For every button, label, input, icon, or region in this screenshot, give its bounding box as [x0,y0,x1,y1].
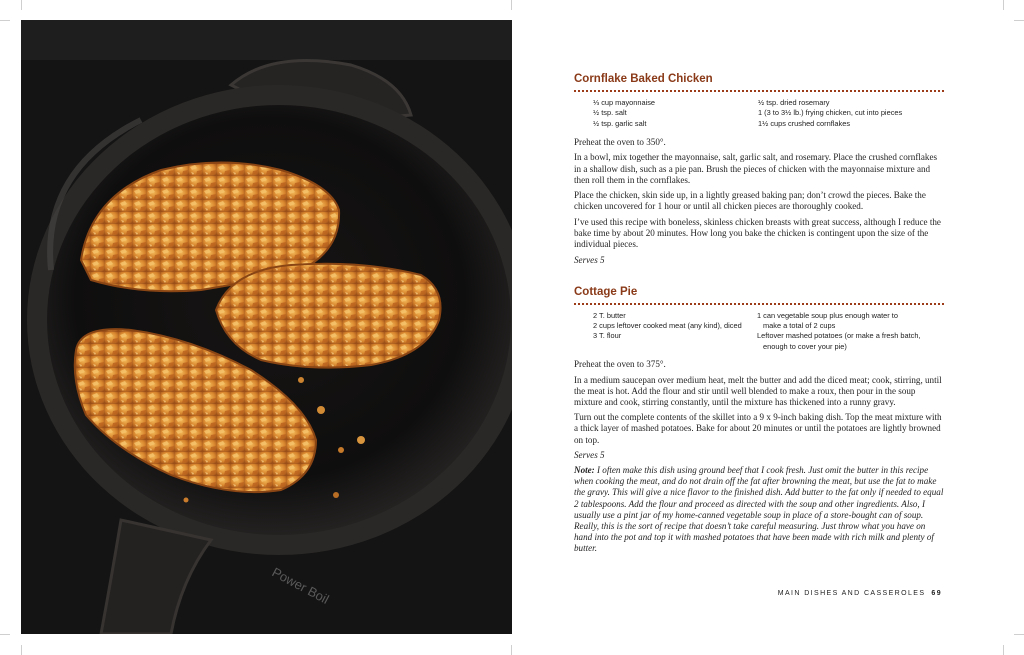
crop-mark [0,20,10,21]
ingredient-column-right [758,98,943,129]
instruction-paragraph: In a medium saucepan over medium heat, melt the butter and add the diced meat; cook, stirring, until the meat is hot. Add the flour and stir until well blended to make a roux, then pour in the soup mixture and cook, stirring constantly, until the mixture has thickened into a runny gravy. [574,374,942,407]
ingredient-column-left [574,311,757,352]
ingredient-list [574,98,944,129]
ingredient-item: 3 T. flour [593,331,622,341]
note-text: I often make this dish using ground beef that I cook fresh. Just omit the butter in this recipe when cooking the meat, and do not drain off the fat after browning the meat, but use the fat to make the gravy. This will give a nice flavor to the finished dish. Add butter to the fat only if needed to equal 2 tablespoons. Add the flour and proceed as directed with the soup and other ingredients. Also, I usually use a pint jar of my home-canned vegetable soup in place of a store-bought can of soup. Really, this is the sort of recipe that doesn’t take careful measuring. Just throw what you have on hand into the pot and top it with mashed potatoes that have been made with rich milk and plenty of butter. [574,465,944,553]
ingredient-item: make a total of 2 cups [763,321,836,331]
crop-mark [1014,20,1024,21]
ingredient-item: 1½ cups crushed cornflakes [758,118,851,128]
ingredient-column-right [757,311,942,352]
instruction-paragraph: Place the chicken, skin side up, in a lightly greased baking pan; don’t crowd the pieces. Bake the chicken uncovered for 1 hour or until all chicken pieces are thoroughly cooked. [574,190,926,212]
servings: Serves 5 [574,450,605,461]
recipe-title: Cornflake Baked Chicken [574,73,713,85]
ingredient-item: 1 (3 to 3½ lb.) frying chicken, cut into pieces [758,108,903,118]
instruction-paragraph: In a bowl, mix together the mayonnaise, salt, garlic salt, and rosemary. Place the crushed cornflakes in a shallow dish, such as a pie pan. Brush the pieces of chicken with the mayonnaise mixture and then roll them in the cornflakes. [574,152,938,185]
section-name: MAIN DISHES AND CASSEROLES [777,590,926,597]
recipe-title: Cottage Pie [574,285,638,298]
burner-label: Power Boil [269,564,332,607]
instruction-paragraph: Preheat the oven to 350°. [574,136,666,147]
instruction-paragraph: Preheat the oven to 375°. [574,359,666,370]
title-divider [574,90,944,92]
crop-mark [21,0,22,10]
ingredient-list [574,311,944,352]
crop-mark [21,645,22,655]
recipe-note [574,465,944,554]
crop-mark [1003,0,1004,10]
ingredient-item: ½ tsp. salt [593,108,627,118]
instruction-paragraph: Turn out the complete contents of the skillet into a 9 x 9-inch baking dish. Top the meat mixture with a thick layer of mashed potatoes. Bake for about 20 minutes or until the potatoes are lightly browned on top. [574,412,942,445]
skillet-illustration [21,20,512,634]
page-footer [778,590,942,597]
crop-mark [1003,645,1004,655]
ingredient-item: ½ tsp. garlic salt [593,118,647,128]
ingredient-item: enough to cover your pie) [763,341,847,351]
ingredient-column-left [574,98,758,129]
crop-mark [1014,634,1024,635]
crop-mark [511,645,512,655]
recipe-page [574,72,944,554]
note-label: Note: [574,465,595,476]
ingredient-item: ⅓ cup mayonnaise [593,98,656,107]
ingredient-item: 2 cups leftover cooked meat (any kind), diced [593,321,742,331]
crop-mark [511,0,512,10]
crop-mark [0,634,10,635]
page-number: 69 [931,590,942,597]
ingredient-item: ½ tsp. dried rosemary [758,98,830,107]
ingredient-item: Leftover mashed potatoes (or make a fresh batch, [757,331,921,341]
title-divider [574,303,944,305]
instruction-paragraph: I’ve used this recipe with boneless, skinless chicken breasts with great success, although I reduce the bake time by about 20 minutes. How long you bake the chicken is contingent upon the size of the individual pieces. [574,216,941,250]
recipe-photo [21,20,512,634]
servings: Serves 5 [574,254,605,265]
ingredient-item: 2 T. butter [593,310,626,320]
ingredient-item: 1 can vegetable soup plus enough water to [757,310,898,320]
